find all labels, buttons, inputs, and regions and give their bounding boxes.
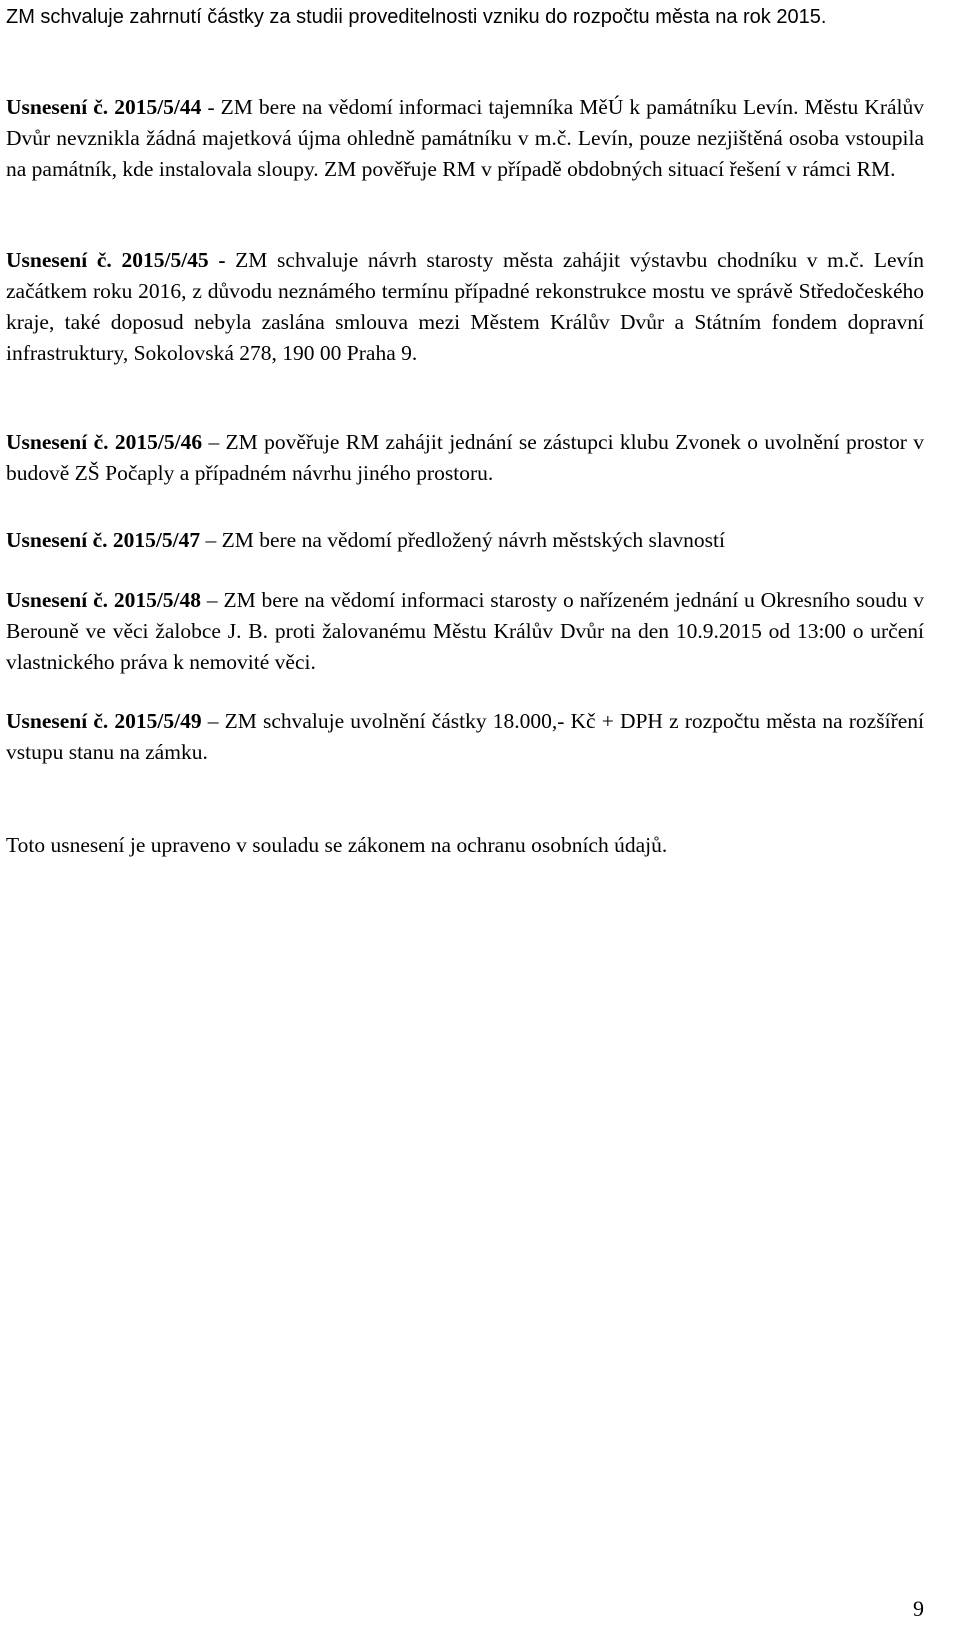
resolution-paragraph [6,706,924,768]
resolution-paragraph [6,245,924,369]
resolution-paragraph [6,585,924,678]
resolution-label: Usnesení č. 2015/5/49 [6,709,202,733]
intro-text: ZM schvaluje zahrnutí částky za studii proveditelnosti vzniku do rozpočtu města na rok 2015. [6,6,827,28]
resolution-paragraph [6,525,924,556]
resolution-label: Usnesení č. 2015/5/48 [6,588,202,612]
resolution-text: ZM schvaluje návrh starosty města zahájit výstavbu chodníku v m.č. Levín začátkem roku 2016, z důvodu neznámého termínu případné rekonstrukce mostu ve správě Středočeského kraje, také doposud nebyla zaslána smlouva mezi Městem Králův Dvůr a Státním fondem dopravní infrastruktury, Sokolovská 278, 190 00 Praha 9. [6,248,924,365]
resolution-label: Usnesení č. 2015/5/47 [6,528,201,552]
resolution-label: Usnesení č. 2015/5/44 [6,95,202,119]
intro-paragraph [6,2,924,33]
resolution-text: – ZM bere na vědomí předložený návrh městských slavností [205,528,725,552]
page-number: 9 [913,1596,924,1621]
resolution-text: – ZM bere na vědomí informaci starosty o nařízeném jednání u Okresního soudu v Berouně ve věci žalobce J. B. proti žalovanému Městu Králův Dvůr na den 10.9.2015 od 13:00 o určení vlastnického práva k nemovité věci. [6,588,924,674]
resolution-text: - ZM bere na vědomí informaci tajemníka MěÚ k památníku Levín. Městu Králův Dvůr nevznikla žádná majetková újma ohledně památníku v m.č. Levín, pouze nezjištěná osoba vstoupila na památník, kde instalovala sloupy. ZM pověřuje RM v případě obdobných situací řešení v rámci RM. [6,95,925,181]
resolution-text: – ZM schvaluje uvolnění částky 18.000,- Kč + DPH z rozpočtu města na rozšíření vstupu stanu na zámku. [6,709,924,764]
footer-note [6,830,924,861]
footer-note-text: Toto usnesení je upraveno v souladu se zákonem na ochranu osobních údajů. [6,833,668,857]
resolution-label: Usnesení č. 2015/5/45 - [6,248,226,272]
resolution-text: – ZM pověřuje RM zahájit jednání se zástupci klubu Zvonek o uvolnění prostor v budově ZŠ Počaply a případném návrhu jiného prostoru. [6,430,925,485]
resolution-label: Usnesení č. 2015/5/46 [6,430,203,454]
resolution-paragraph [6,92,924,185]
resolution-paragraph [6,427,924,489]
